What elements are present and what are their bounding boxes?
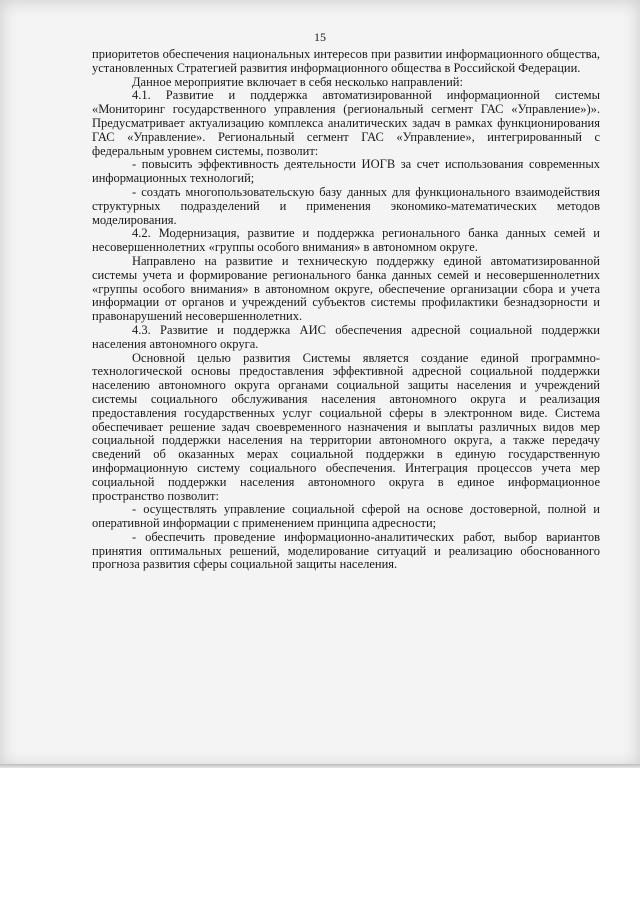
paragraph: приоритетов обеспечения национальных интересов при развитии информационного общества, установленных Стратегией развития информационного общества в Российской Федерации. [92, 47, 600, 75]
paragraph: 4.3. Развитие и поддержка АИС обеспечения адресной социальной поддержки населения автономного округа. [92, 322, 600, 351]
paragraph: Данное мероприятие включает в себя несколько направлений: [132, 74, 463, 89]
paragraph: Основной целью развития Системы является создание единой программно-технологической основы предоставления эффективной адресной социальной поддержки населению автономного округа органами социальной защиты населения и учреждений системы социального обслуживания населения автономного округа и реализация предоставления государственных услуг социальной сферы в электронном виде. Система обеспечивает решение задач своевременного назначения и выплаты различных видов мер социальной поддержки населения на территории автономного округа, а также передачу сведений об оказанных мерах социальной поддержки в единую государственную информационную систему социального обеспечения. Интеграция процессов учета мер социальной поддержки населения автономного округа в единое информационное пространство позволит: [92, 350, 600, 503]
document-body [92, 48, 600, 572]
paragraph: 4.2. Модернизация, развитие и поддержка регионального банка данных семей и несовершеннолетних «группы особого внимания» в автономном округе. [92, 226, 600, 255]
list-item: - создать многопользовательскую базу данных для функционального взаимодействия структурных подразделений и применения экономико-математических методов моделирования. [92, 184, 600, 227]
page-number: 15 [314, 30, 326, 44]
list-item: - осуществлять управление социальной сферой на основе достоверной, полной и оперативной информации с применением принципа адресности; [92, 502, 600, 531]
paragraph: Направлено на развитие и техническую поддержку единой автоматизированной системы учета и формирование регионального банка данных семей и несовершеннолетних «группы особого внимания» в автономном округе, обеспечение организации сбора и учета информации от органов и учреждений субъектов системы профилактики безнадзорности и правонарушений несовершеннолетних. [92, 253, 600, 324]
list-item: - повысить эффективность деятельности ИОГВ за счет использования современных информационных технологий; [92, 157, 600, 186]
paragraph: 4.1. Развитие и поддержка автоматизированной информационной системы «Мониторинг государственного управления (региональный сегмент ГАС «Управление»)». Предусматривает актуализацию комплекса аналитических задач в рамках функционирования ГАС «Управление». Региональный сегмент ГАС «Управление», интегрированный с федеральным уровнем системы, позволит: [92, 88, 600, 158]
list-item: - обеспечить проведение информационно-аналитических работ, выбор вариантов принятия оптимальных решений, моделирование ситуаций и реализацию обоснованного прогноза развития сферы социальной защиты населения. [92, 529, 600, 572]
